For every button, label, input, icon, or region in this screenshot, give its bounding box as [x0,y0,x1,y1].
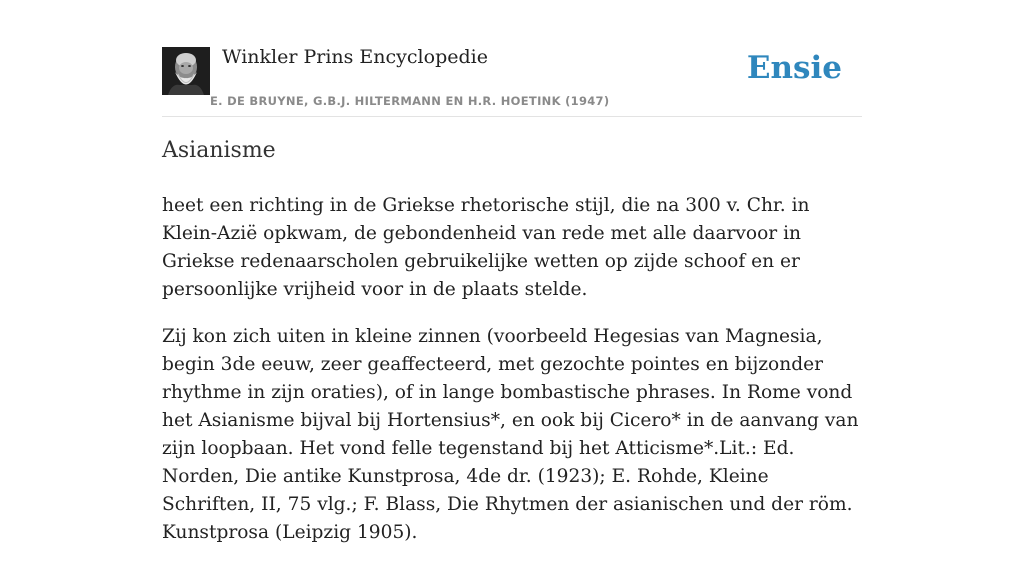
source-header [162,44,862,117]
bearded-man-portrait-icon [162,47,210,95]
entry-paragraph: Zij kon zich uiten in kleine zinnen (voorbeeld Hegesias van Magnesia, begin 3de eeuw, zeer geaffecteerd, met gezochte pointes en bijzonder rhythme in zijn oraties), of in lange bombastische phrases. In Rome vond het Asianisme bijval bij Hortensius*, en ook bij Cicero* in de aanvang van zijn loopbaan. Het vond felle tegenstand bij het Atticisme*.Lit.: Ed. Norden, Die antike Kunstprosa, 4de dr. (1923); E. Rohde, Kleine Schriften, II, 75 vlg.; F. Blass, Die Rhytmen der asianischen und der röm. Kunstprosa (Leipzig 1905). [162,326,859,543]
source-title[interactable]: Winkler Prins Encyclopedie [222,46,488,68]
entry-paragraph: heet een richting in de Griekse rhetorische stijl, die na 300 v. Chr. in Klein-Azië opkwam, de gebondenheid van rede met alle daarvoor in Griekse redenaarscholen gebruikelijke wetten op zijde schoof en er persoonlijke vrijheid voor in de plaats stelde. [162,195,810,300]
author-avatar[interactable] [162,47,210,95]
entry-title: Asianisme [162,138,276,163]
ensie-logo[interactable]: Ensie [746,50,842,86]
source-authors: E. DE BRUYNE, G.B.J. HILTERMANN EN H.R. HOETINK (1947) [210,94,610,108]
entry-body [162,192,862,566]
